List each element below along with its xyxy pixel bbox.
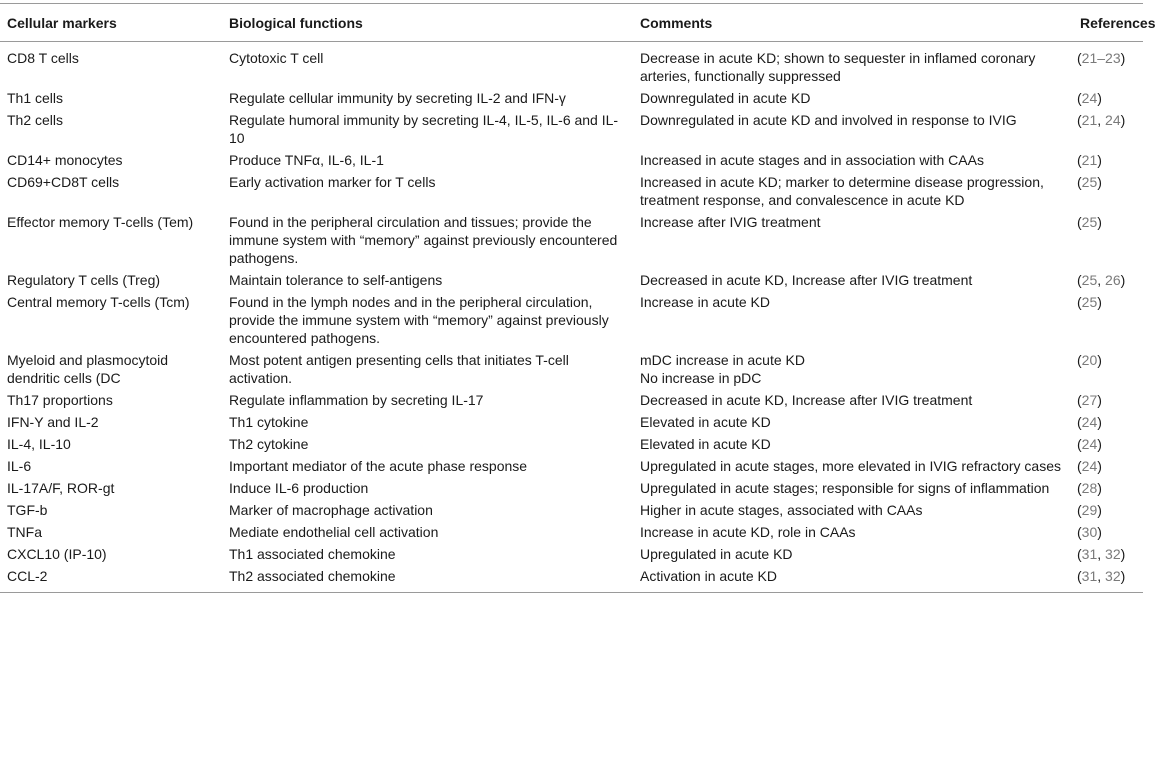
comment-cell: Upregulated in acute stages; responsible for signs of inflammation	[640, 480, 1050, 496]
comment-cell: Decrease in acute KD; shown to sequester in inflamed coronary arteries, functionally suppressed	[640, 50, 1036, 84]
markers-table	[0, 3, 1156, 593]
marker-cell: CD14+ monocytes	[7, 152, 123, 168]
reference-link[interactable]: 25	[1081, 272, 1098, 288]
function-cell: Mediate endothelial cell activation	[229, 524, 439, 540]
function-cell: Regulate humoral immunity by secreting IL-4, IL-5, IL-6 and IL-10	[229, 112, 619, 146]
table-row	[0, 565, 1143, 593]
function-cell: Th2 cytokine	[229, 436, 309, 452]
header-references: References	[1073, 4, 1143, 42]
marker-cell: Central memory T-cells (Tcm)	[7, 294, 190, 310]
marker-cell: CXCL10 (IP-10)	[7, 546, 107, 562]
references-cell: (24)	[1077, 414, 1102, 430]
header-biological-functions: Biological functions	[222, 4, 633, 42]
table-row	[0, 411, 1143, 433]
references-cell: (31, 32)	[1073, 565, 1143, 593]
table-row	[0, 109, 1143, 149]
reference-link[interactable]: 25	[1081, 214, 1098, 230]
comment-cell-line: No increase in pDC	[640, 370, 762, 386]
function-cell: Regulate cellular immunity by secreting IL-2 and IFN-γ	[229, 90, 566, 106]
table-header	[0, 4, 1156, 42]
table-row	[0, 211, 1143, 269]
reference-link[interactable]: 32	[1105, 546, 1121, 562]
comment-cell: Elevated in acute KD	[640, 414, 771, 430]
table-row	[0, 389, 1143, 411]
reference-link[interactable]: 29	[1081, 502, 1098, 518]
marker-cell: Th1 cells	[7, 90, 64, 106]
references-cell: (25)	[1077, 214, 1102, 230]
function-cell: Cytotoxic T cell	[229, 50, 324, 66]
table-row	[0, 543, 1143, 565]
function-cell: Th2 associated chemokine	[222, 565, 633, 593]
marker-cell: Myeloid and plasmocytoid dendritic cells (DC	[7, 352, 169, 386]
table-row	[0, 171, 1143, 211]
reference-link[interactable]: 31	[1081, 546, 1098, 562]
marker-cell: IL-6	[7, 458, 32, 474]
marker-cell: CD69+CD8T cells	[7, 174, 120, 190]
comment-cell: Increase in acute KD, role in CAAs	[640, 524, 856, 540]
comment-cell: Decreased in acute KD, Increase after IVIG treatment	[640, 272, 973, 288]
function-cell: Induce IL-6 production	[229, 480, 369, 496]
references-cell: (24)	[1077, 90, 1102, 106]
function-cell: Found in the lymph nodes and in the peripheral circulation, provide the immune system with “memory” against previously encountered pathogens.	[229, 294, 609, 346]
comment-cell: Upregulated in acute KD	[640, 546, 793, 562]
comment-cell: Increase after IVIG treatment	[640, 214, 821, 230]
reference-link[interactable]: 32	[1105, 568, 1121, 584]
marker-cell: CD8 T cells	[7, 50, 79, 66]
marker-cell: Th17 proportions	[7, 392, 113, 408]
table-body	[0, 42, 1143, 593]
references-cell: (30)	[1077, 524, 1102, 540]
comment-cell: Increased in acute stages and in association with CAAs	[640, 152, 984, 168]
reference-link[interactable]: 21	[1081, 152, 1098, 168]
marker-cell: Regulatory T cells (Treg)	[7, 272, 161, 288]
function-cell: Th1 cytokine	[229, 414, 309, 430]
reference-link[interactable]: 24	[1081, 436, 1098, 452]
header-row	[0, 4, 1143, 42]
function-cell: Produce TNFα, IL-6, IL-1	[229, 152, 384, 168]
references-cell: (25)	[1077, 174, 1102, 190]
reference-link[interactable]: 27	[1081, 392, 1098, 408]
table-row	[0, 291, 1143, 349]
comment-cell: Downregulated in acute KD and involved in response to IVIG	[640, 112, 1017, 128]
references-cell: (27)	[1077, 392, 1102, 408]
reference-link[interactable]: 20	[1081, 352, 1098, 368]
marker-cell: IFN-Y and IL-2	[7, 414, 99, 430]
table-row	[0, 149, 1143, 171]
comment-cell: Decreased in acute KD, Increase after IVIG treatment	[640, 392, 973, 408]
function-cell: Important mediator of the acute phase response	[229, 458, 528, 474]
marker-cell: IL-17A/F, ROR-gt	[7, 480, 115, 496]
table-row	[0, 433, 1143, 455]
references-cell: (24)	[1077, 458, 1102, 474]
comment-cell-line: mDC increase in acute KD	[640, 352, 805, 368]
marker-cell: Effector memory T-cells (Tem)	[7, 214, 194, 230]
header-cellular-markers: Cellular markers	[0, 4, 222, 42]
function-cell: Found in the peripheral circulation and tissues; provide the immune system with “memory” against previously encountered pathogens.	[229, 214, 618, 266]
reference-link[interactable]: 30	[1081, 524, 1098, 540]
table-row	[0, 477, 1143, 499]
reference-link[interactable]: 24	[1081, 90, 1098, 106]
header-comments: Comments	[633, 4, 1073, 42]
table-row	[0, 269, 1143, 291]
comment-cell: Activation in acute KD	[633, 565, 1073, 593]
reference-link[interactable]: 31	[1081, 568, 1098, 584]
comment-cell: Elevated in acute KD	[640, 436, 771, 452]
references-cell: (24)	[1077, 436, 1102, 452]
marker-cell: Th2 cells	[7, 112, 64, 128]
function-cell: Most potent antigen presenting cells that initiates T-cell activation.	[229, 352, 569, 386]
comment-cell: Increased in acute KD; marker to determine disease progression, treatment response, and convalescence in acute KD	[640, 174, 1044, 208]
references-cell: (25)	[1077, 294, 1102, 310]
comment-cell: Increase in acute KD	[640, 294, 770, 310]
reference-link[interactable]: 25	[1081, 294, 1098, 310]
comment-cell	[633, 349, 1073, 389]
references-cell: (21–23)	[1077, 50, 1126, 66]
table-row	[0, 521, 1143, 543]
comment-cell: Higher in acute stages, associated with CAAs	[640, 502, 923, 518]
table-row	[0, 349, 1143, 389]
comment-cell: Downregulated in acute KD	[640, 90, 811, 106]
table-row	[0, 42, 1143, 88]
reference-link[interactable]: 28	[1081, 480, 1098, 496]
marker-cell: IL-4, IL-10	[7, 436, 71, 452]
function-cell: Marker of macrophage activation	[229, 502, 433, 518]
references-cell: (25, 26)	[1077, 272, 1126, 288]
reference-link[interactable]: 25	[1081, 174, 1098, 190]
reference-link[interactable]: 26	[1105, 272, 1121, 288]
references-cell: (31, 32)	[1077, 546, 1126, 562]
reference-link[interactable]: 24	[1081, 458, 1098, 474]
table-row	[0, 87, 1143, 109]
references-cell: (29)	[1077, 502, 1102, 518]
marker-cell: TNFa	[7, 524, 42, 540]
table-row	[0, 455, 1143, 477]
references-cell: (28)	[1077, 480, 1102, 496]
marker-cell: CCL-2	[0, 565, 222, 593]
function-cell: Early activation marker for T cells	[229, 174, 436, 190]
references-cell: (21, 24)	[1077, 112, 1126, 128]
references-cell: (21)	[1077, 152, 1102, 168]
function-cell: Maintain tolerance to self-antigens	[229, 272, 443, 288]
reference-link[interactable]: 21	[1081, 112, 1098, 128]
reference-link[interactable]: 24	[1105, 112, 1121, 128]
references-cell: (20)	[1077, 352, 1102, 368]
function-cell: Th1 associated chemokine	[229, 546, 396, 562]
table-row	[0, 499, 1143, 521]
marker-cell: TGF-b	[7, 502, 48, 518]
reference-link[interactable]: 21–23	[1081, 50, 1121, 66]
comment-cell: Upregulated in acute stages, more elevated in IVIG refractory cases	[640, 458, 1061, 474]
function-cell: Regulate inflammation by secreting IL-17	[229, 392, 484, 408]
reference-link[interactable]: 24	[1081, 414, 1098, 430]
